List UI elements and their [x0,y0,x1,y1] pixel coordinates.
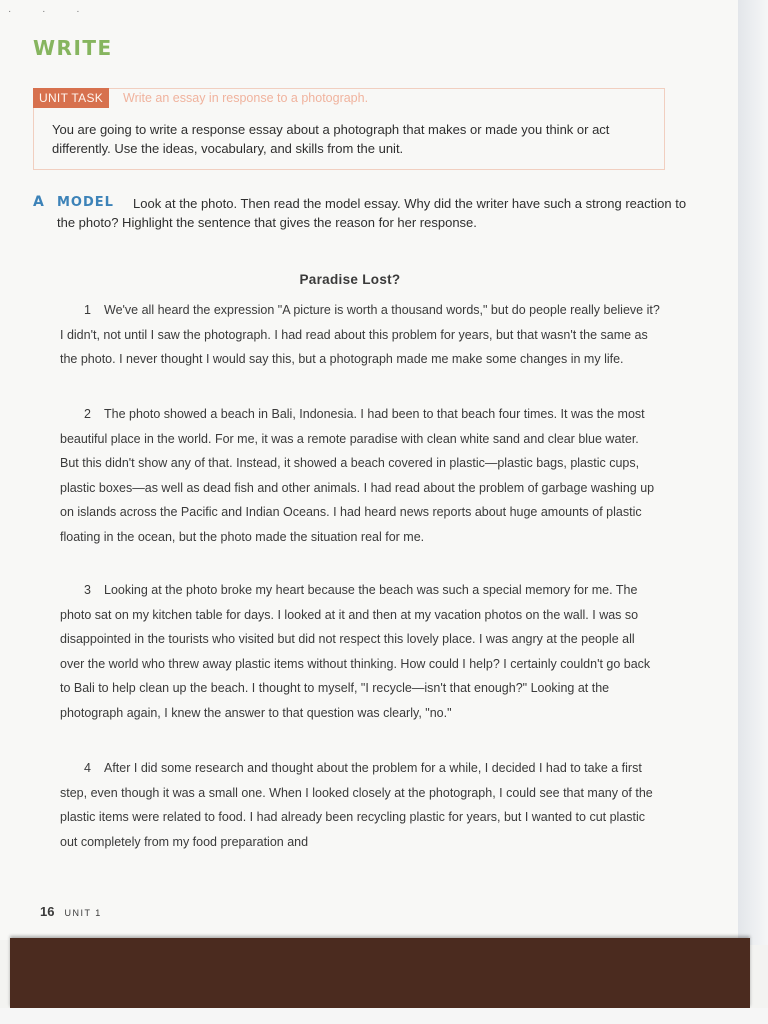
page-number: 16 [40,904,55,919]
paragraph-text: We've all heard the expression "A picture is worth a thousand words," but do people really believe it? I didn't, not until I saw the photograph. I had read about this problem for years, but that wasn't the same as the photo. I never thought I would say this, but a photograph made me make some changes in my life. [60,303,660,366]
unit-task-label: UNIT TASK [33,88,109,108]
exercise-heading: MODEL [57,195,114,210]
page-footer [40,904,102,919]
scan-specks: · · · [8,6,94,17]
model-instruction-text: Look at the photo. Then read the model essay. Why did the writer have such a strong reaction to the photo? Highlight the sentence that gives the reason for her response. [57,196,687,230]
paragraph-number: 1 [84,303,91,317]
paragraph-text: Looking at the photo broke my heart because the beach was such a special memory for me. The photo sat on my kitchen table for days. I looked at it and then at my vacation photos on the wall. I was so disappointed in the tourists who visited but did not respect this lovely place. I was angry at the people all over the world who threw away plastic items without thinking. How could I help? I certainly couldn't go back to Bali to help clean up the beach. I thought to myself, "I recycle—isn't that enough?" Looking at the photograph again, I knew the answer to that question was clearly, "no." [60,583,651,720]
essay-title: Paradise Lost? [299,272,401,287]
paragraph-number: 4 [84,761,91,775]
paragraph-number: 2 [84,407,91,421]
essay-paragraph-4 [60,756,660,854]
unit-label: UNIT 1 [64,908,102,918]
essay-paragraph-1 [60,298,660,372]
unit-task-body: You are going to write a response essay about a photograph that makes or made you think or act differently. Use the ideas, vocabulary, and skills from the unit. [52,122,610,156]
paragraph-text: The photo showed a beach in Bali, Indonesia. I had been to that beach four times. It was the most beautiful place in the world. For me, it was a remote paradise with clean white sand and clear blue water. But this didn't show any of that. Instead, it showed a beach covered in plastic—plastic bags, plastic cups, plastic boxes—as well as dead fish and other animals. I had read about the problem of garbage washing up on islands across the Pacific and Indian Oceans. I had heard news reports about huge amounts of plastic floating in the ocean, but the photo made the situation real for me. [60,407,655,544]
section-title: WRITE [33,36,113,60]
scan-margin [0,1008,768,1024]
essay-paragraph-3 [60,578,660,725]
paragraph-text: After I did some research and thought about the problem for a while, I decided I had to take a first step, even though it was a small one. When I looked closely at the photograph, I could see that many of the plastic items were related to food. I had already been recycling plastic for years, but I wanted to cut plastic out completely from my food preparation and [60,761,653,849]
exercise-letter: A [33,194,44,210]
page-edge [738,0,768,945]
unit-task-caption: Write an essay in response to a photograph. [123,91,369,105]
paragraph-number: 3 [84,583,91,597]
essay-paragraph-2 [60,402,660,549]
scanner-shadow [10,938,750,1008]
